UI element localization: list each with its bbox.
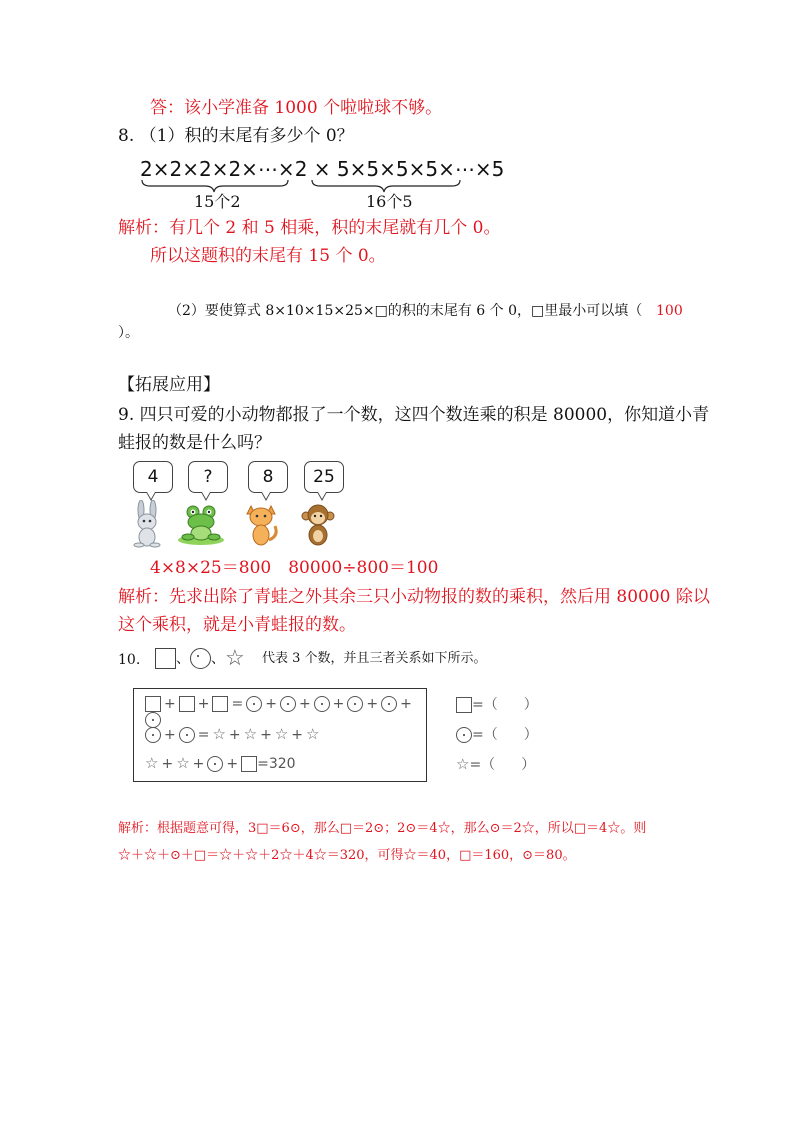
q9-analysis-2: 这个乘积，就是小青蛙报的数。	[118, 615, 356, 635]
circle-dot-icon	[314, 696, 330, 712]
answer-star	[456, 754, 535, 774]
star-icon: ☆	[145, 754, 159, 772]
star-icon: ☆	[176, 754, 190, 772]
rabbit-icon	[127, 500, 171, 548]
q9-analysis-1: 解析：先求出除了青蛙之外其余三只小动物报的数的乘积，然后用 80000 除以	[118, 587, 710, 607]
square-icon	[145, 696, 161, 712]
star-icon: ☆	[212, 725, 226, 743]
circle-dot-icon	[280, 696, 296, 712]
circle-dot-icon	[207, 756, 223, 772]
separator-2: 、	[211, 651, 225, 667]
q10-analysis-1: 解析：根据题意可得，3□＝6⊙，那么□＝2⊙；2⊙＝4☆，那么⊙＝2☆，所以□＝4☆。则	[118, 821, 647, 836]
bubble-cat-value: 8	[262, 467, 274, 487]
q10-desc: 代表 3 个数，并且三者关系如下所示。	[262, 651, 487, 666]
expr-left: 2×2×2×2×⋯×2	[140, 157, 308, 181]
circle-dot-icon	[246, 696, 262, 712]
monkey-icon	[298, 500, 340, 548]
circle-dot-icon	[347, 696, 363, 712]
q9-line2: 蛙报的数是什么吗？	[118, 433, 271, 453]
answer-open: =（	[472, 727, 498, 743]
row3-result: =320	[257, 756, 296, 772]
answer-circle	[456, 724, 538, 744]
q8-analysis-1: 解析：有几个 2 和 5 相乘，积的末尾就有几个 0。	[118, 218, 501, 238]
equation-row-2: + = ☆ + ☆ + ☆ + ☆	[145, 725, 319, 743]
q10-analysis-2: ☆＋☆＋⊙＋□＝☆＋☆＋2☆＋4☆＝320，可得☆＝40，□＝160，⊙＝80。	[118, 848, 576, 863]
q8-part2-close: ）。	[118, 325, 139, 341]
answer-close: ）	[523, 727, 538, 743]
equation-row-1: + + = + + + + +	[145, 696, 426, 728]
q8-part2-answer: 100	[656, 303, 683, 319]
q9-line1: 9. 四只可爱的小动物都报了一个数，这四个数连乘的积是 80000，你知道小青	[118, 405, 710, 425]
circle-dot-icon	[381, 696, 397, 712]
square-icon	[456, 697, 472, 713]
star-icon: ☆	[225, 646, 245, 671]
square-icon	[212, 696, 228, 712]
circle-dot-icon	[145, 727, 161, 743]
star-icon: ☆	[243, 725, 258, 743]
circle-dot-icon	[179, 727, 195, 743]
brace-lines	[140, 178, 470, 194]
cat-icon	[243, 500, 283, 548]
frog-icon	[176, 502, 226, 546]
bubble-cat	[248, 461, 288, 493]
expr-right: 5×5×5×5×⋯×5	[336, 157, 505, 181]
answer-open: =（	[472, 697, 498, 713]
bubble-monkey	[304, 461, 344, 493]
q10-number: 10.	[118, 652, 141, 668]
q8-part1-title: 8. （1）积的末尾有多少个 0？	[118, 126, 354, 146]
q8-analysis-2: 所以这题积的末尾有 15 个 0。	[150, 246, 386, 266]
q7-answer: 答：该小学准备 1000 个啦啦球不够。	[150, 98, 443, 118]
section-title: 【拓展应用】	[118, 375, 220, 395]
star-icon: ☆	[306, 725, 320, 743]
q8-part2-text: （2）要使算式 8×10×15×25×□的积的末尾有 6 个 0，□里最小可以填（	[168, 303, 643, 319]
bubble-rabbit-value: 4	[147, 467, 159, 487]
star-icon: ☆	[274, 725, 289, 743]
separator-1: 、	[176, 651, 190, 667]
square-icon	[179, 696, 195, 712]
brace-right-label: 16个5	[366, 192, 413, 211]
equation-box	[133, 688, 427, 782]
bubble-frog	[188, 461, 228, 493]
answer-square	[456, 694, 538, 714]
bubble-frog-value: ?	[203, 467, 213, 487]
star-icon: ☆	[456, 755, 470, 773]
answer-open: =（	[469, 757, 496, 773]
bubble-rabbit	[133, 461, 173, 493]
bubble-monkey-value: 25	[313, 467, 335, 487]
expr-times: ×	[313, 157, 331, 181]
q9-answer: 4×8×25＝800 80000÷800＝100	[150, 558, 439, 578]
equation-row-3: ☆ + ☆ + + =320	[145, 754, 296, 772]
circle-dot-icon	[456, 727, 472, 743]
q10-symbol-row	[155, 646, 245, 671]
circle-dot-icon	[190, 648, 211, 669]
square-icon	[241, 756, 257, 772]
square-icon	[155, 648, 176, 669]
answer-close: ）	[523, 697, 538, 713]
brace-left-label: 15个2	[194, 192, 241, 211]
answer-close: ）	[521, 757, 536, 773]
